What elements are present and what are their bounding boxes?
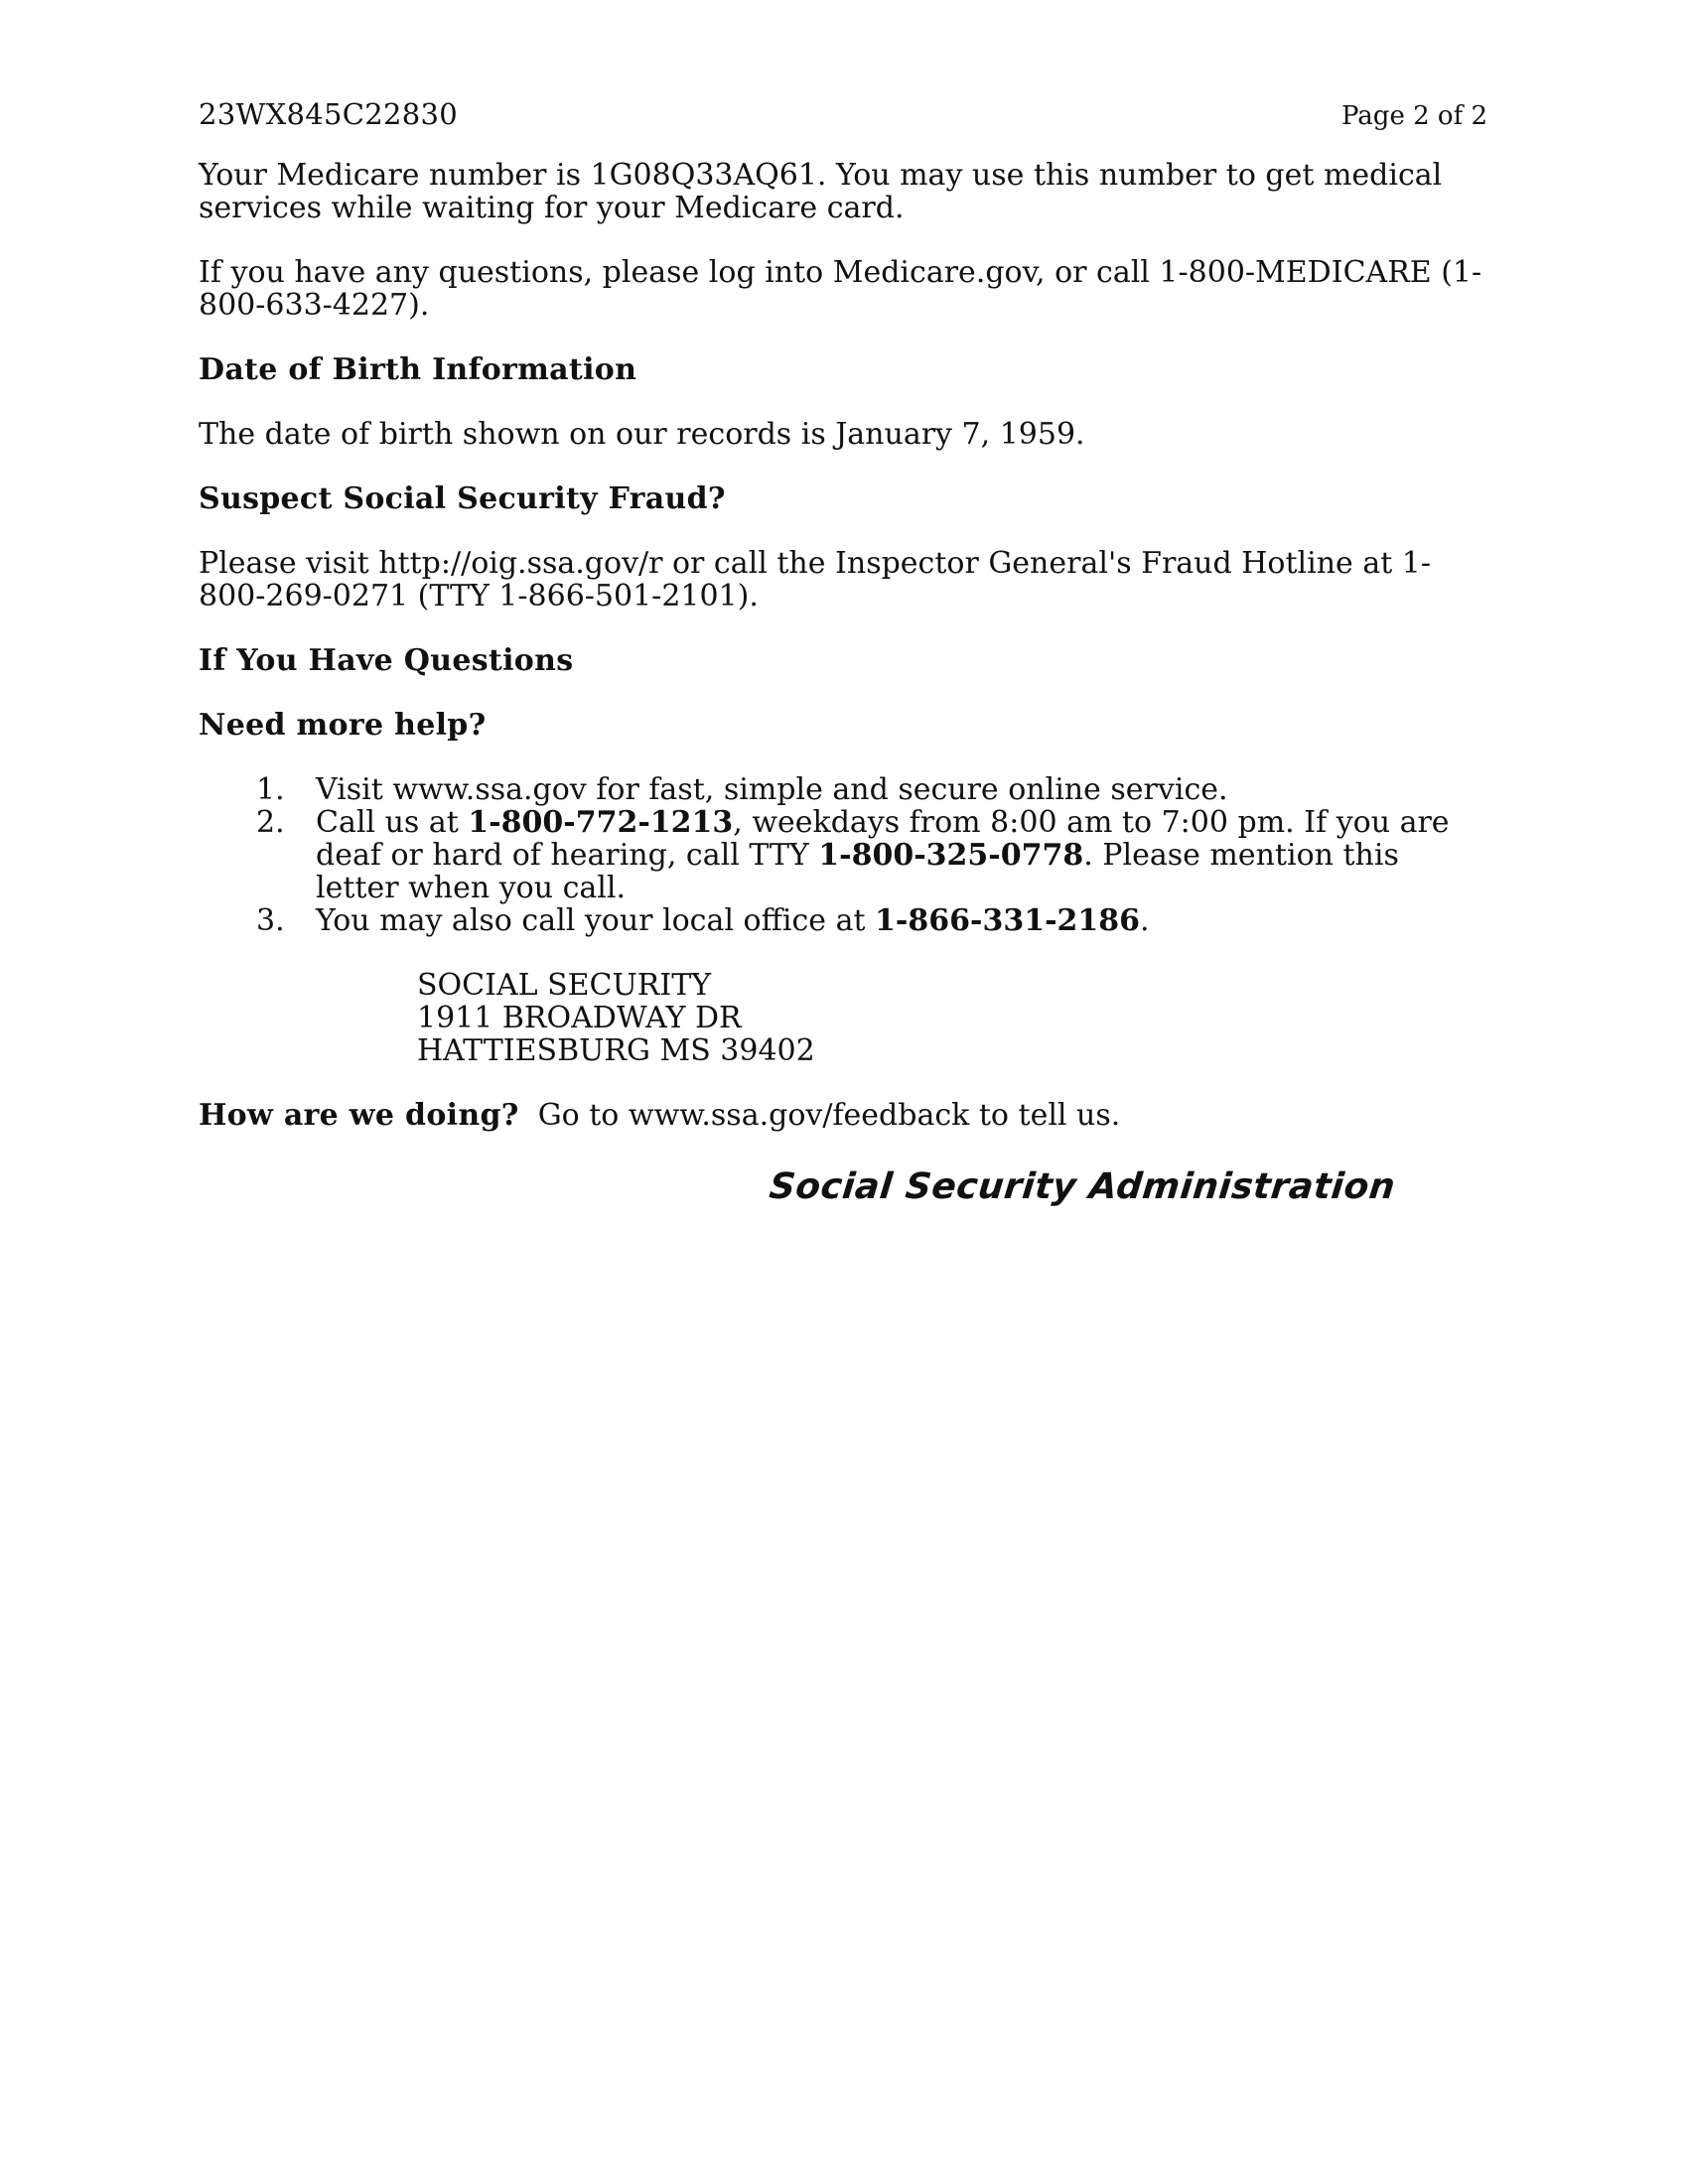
dob-paragraph: The date of birth shown on our records is January 7, 1959. bbox=[199, 417, 1085, 452]
help-item-text-part: You may also call your local office at bbox=[316, 903, 876, 938]
office-city: HATTIESBURG MS 39402 bbox=[417, 1033, 815, 1068]
local-office-phone-number: 1-866-331-2186 bbox=[875, 903, 1141, 938]
dob-heading: Date of Birth Information bbox=[199, 352, 637, 387]
questions-paragraph: If you have any questions, please log into Medicare.gov, or call 1-800-MEDICARE (1-800-633-4227). bbox=[199, 255, 1482, 323]
national-phone-number: 1-800-772-1213 bbox=[468, 805, 734, 840]
help-item-text bbox=[316, 806, 1489, 904]
help-item-text-part: Call us at bbox=[316, 805, 469, 840]
help-item-number: 3. bbox=[256, 903, 285, 938]
tty-phone-number: 1-800-325-0778 bbox=[818, 838, 1084, 873]
fraud-heading: Suspect Social Security Fraud? bbox=[199, 481, 726, 516]
page-header bbox=[199, 97, 1487, 131]
office-street: 1911 BROADWAY DR bbox=[417, 1001, 742, 1035]
help-heading: Need more help? bbox=[199, 708, 487, 743]
help-list bbox=[199, 773, 1489, 937]
help-item-text-part: , weekdays from 8:00 am to 7:00 pm. If you are deaf or hard of hearing, call TTY bbox=[316, 805, 1450, 873]
help-item-text: Visit www.ssa.gov for fast, simple and secure online service. bbox=[316, 772, 1228, 807]
help-item-3 bbox=[199, 904, 1489, 937]
page-number: Page 2 of 2 bbox=[1340, 101, 1487, 131]
help-item-number: 2. bbox=[256, 805, 285, 840]
notice-id: 23WX845C22830 bbox=[199, 97, 459, 131]
help-item-text-part: . Please mention this letter when you call. bbox=[316, 838, 1399, 905]
agency-signature: Social Security Administration bbox=[767, 1166, 1398, 1207]
feedback-text: Go to www.ssa.gov/feedback to tell us. bbox=[537, 1098, 1121, 1133]
feedback-question: How are we doing? bbox=[199, 1098, 519, 1133]
help-item-text bbox=[316, 904, 1489, 937]
office-address bbox=[417, 969, 1489, 1067]
help-item-number: 1. bbox=[256, 772, 285, 807]
feedback-line bbox=[199, 1099, 1489, 1132]
letter-body bbox=[199, 159, 1489, 1150]
fraud-paragraph: Please visit http://oig.ssa.gov/r or call the Inspector General's Fraud Hotline at 1-800-269-0271 (TTY 1-866-501-2101). bbox=[199, 546, 1432, 614]
office-name: SOCIAL SECURITY bbox=[417, 968, 712, 1003]
medicare-number-paragraph: Your Medicare number is 1G08Q33AQ61. You may use this number to get medical services while waiting for your Medicare card. bbox=[199, 158, 1443, 225]
questions-heading: If You Have Questions bbox=[199, 643, 574, 678]
help-item-1 bbox=[199, 773, 1489, 806]
help-item-text-part: . bbox=[1140, 903, 1150, 938]
help-item-2 bbox=[199, 806, 1489, 904]
